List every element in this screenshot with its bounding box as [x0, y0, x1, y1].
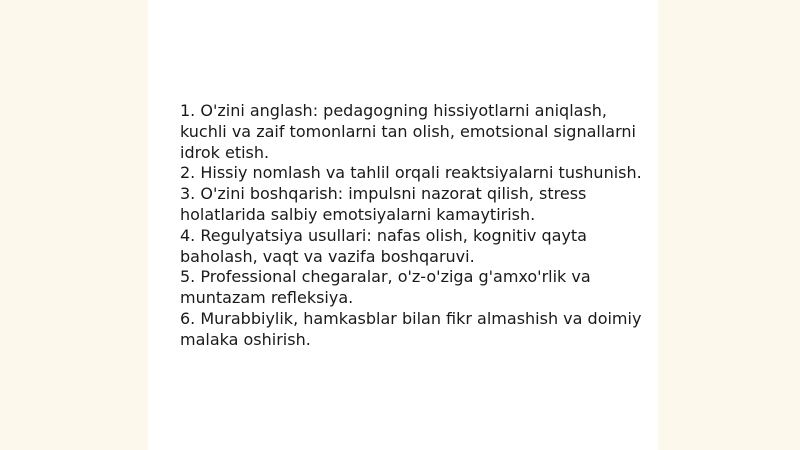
- list-item-4: 4. Regulyatsiya usullari: nafas olish, kognitiv qayta baholash, vaqt va vazifa boshqaruvi.: [180, 225, 587, 266]
- slide-text-list: [180, 101, 650, 351]
- slide-page: [148, 0, 658, 450]
- list-item-5: 5. Professional chegaralar, o'z-o'ziga g'amxo'rlik va muntazam refleksiya.: [180, 267, 591, 308]
- list-item-3: 3. O'zini boshqarish: impulsni nazorat qilish, stress holatlarida salbiy emotsiyalarni kamaytirish.: [180, 184, 587, 224]
- list-item-2: 2. Hissiy nomlash va tahlil orqali reaktsiyalarni tushunish.: [180, 163, 642, 183]
- list-item-6: 6. Murabbiylik, hamkasblar bilan fikr almashish va doimiy malaka oshirish.: [180, 308, 642, 349]
- list-item-1: 1. O'zini anglash: pedagogning hissiyotlarni aniqlash, kuchli va zaif tomonlarni tan olish, emotsional signallarni idrok etish.: [180, 101, 636, 162]
